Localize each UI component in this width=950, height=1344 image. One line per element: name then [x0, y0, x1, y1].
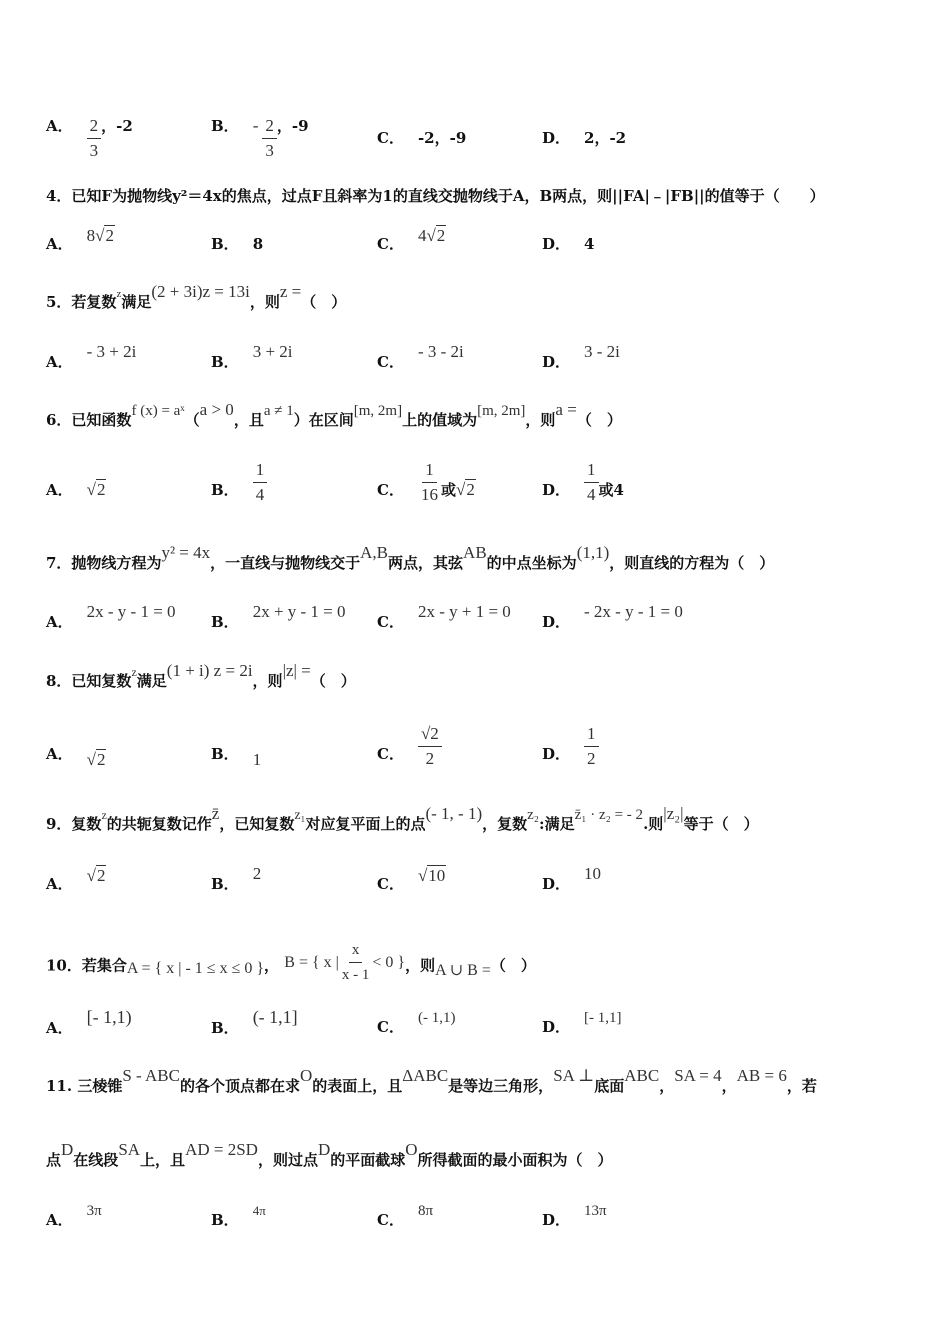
q7-option-b[interactable] [211, 602, 346, 632]
q6-option-d[interactable] [542, 460, 624, 505]
option-math: 3 + 2i [252, 342, 293, 361]
q6-stem: 6．已知函数f (x) = aˣ（a > 0，且a ≠ 1）在区间[m, 2m]上的值域为[m, 2m]，则a =（ ） [46, 400, 622, 429]
option-label: B． [211, 745, 239, 763]
q8-option-b[interactable] [211, 744, 262, 769]
option-math: 3 - 2i [584, 342, 620, 361]
q8-option-c[interactable] [377, 724, 442, 769]
option-label: D． [542, 481, 571, 499]
q11-option-c[interactable] [377, 1203, 434, 1231]
q8-option-d[interactable] [542, 724, 599, 769]
option-label: D． [542, 613, 571, 631]
option-label: C． [377, 235, 404, 253]
radical-expr: 4√2 [417, 226, 446, 245]
option-math: - 3 + 2i [86, 342, 137, 361]
q4-stem: 4．已知F为抛物线y²＝4x的焦点，过点F且斜率为1的直线交抛物线于A，B两点，则||FA|﹣|FB||的值等于（ ） [46, 187, 825, 205]
q3-option-a[interactable] [46, 116, 133, 161]
option-label: A． [46, 235, 73, 253]
q9-option-a[interactable] [46, 866, 106, 894]
q7-option-c[interactable] [377, 602, 511, 632]
option-label: B． [211, 353, 239, 371]
q8-options [0, 714, 950, 794]
option-label: B． [211, 1019, 239, 1037]
fraction: $\frac{√2}{2}$ [418, 724, 442, 769]
q11-option-d[interactable] [542, 1203, 607, 1231]
option-label: D． [542, 1211, 571, 1229]
q3-option-c[interactable] [377, 128, 466, 148]
fraction: $\frac{1}{2}$ [584, 724, 599, 769]
option-tail: ，-2 [101, 117, 133, 135]
fraction: $\frac{1}{16}$ [420, 460, 438, 504]
option-text: 4 [584, 235, 595, 253]
q9-option-d[interactable] [542, 864, 602, 894]
q10-option-d[interactable] [542, 1010, 622, 1038]
option-label: A． [46, 875, 73, 893]
option-label: D． [542, 1018, 571, 1036]
q3-option-d[interactable] [542, 128, 626, 148]
option-text: 8 [252, 235, 264, 253]
option-math: (- 1,1) [417, 1010, 456, 1026]
option-label: A． [46, 117, 73, 135]
option-label: B． [211, 235, 239, 253]
radical-expr: √2 [86, 750, 106, 769]
option-math: (- 1,1] [252, 1007, 298, 1027]
q9-option-c[interactable] [377, 866, 446, 894]
option-math: 4π [252, 1203, 266, 1218]
q8-stem: 8．已知复数$^z$满足(1 + i) z = 2i，则|z| =（ ） [46, 661, 356, 690]
option-label: A． [46, 481, 73, 499]
option-math: 10 [584, 864, 602, 883]
q5-option-d[interactable] [542, 342, 620, 372]
option-math: 2x - y - 1 = 0 [86, 602, 176, 621]
q3-option-b[interactable] [211, 116, 309, 161]
option-math: - 3 - 2i [417, 342, 464, 361]
option-math: 2 [252, 864, 262, 883]
q6-option-c[interactable] [377, 460, 476, 505]
option-label: C． [377, 129, 404, 147]
q10-option-b[interactable] [211, 1007, 298, 1038]
q5-option-a[interactable] [46, 342, 137, 372]
q7-stem: 7．抛物线方程为y² = 4x，一直线与抛物线交于A,B两点，其弦AB的中点坐标为(1,1)，则直线的方程为（ ） [46, 543, 775, 572]
q6-option-a[interactable] [46, 480, 106, 500]
q6-option-b[interactable] [211, 460, 267, 505]
q10-stem: 10．若集合A = { x | - 1 ≤ x ≤ 0 }， B = { x | $\frac{x}{x - 1}$ < 0 }，则A ∪ B =（ ） [46, 942, 536, 983]
radical-expr: √2 [455, 480, 475, 499]
q10-option-c[interactable] [377, 1010, 456, 1038]
q11-option-a[interactable] [46, 1203, 102, 1231]
option-math: 2x + y - 1 = 0 [252, 602, 346, 621]
option-label: A． [46, 745, 73, 763]
option-math: - 2x - y - 1 = 0 [584, 602, 683, 621]
option-math: 2x - y + 1 = 0 [417, 602, 511, 621]
q11-stem-line1: 11. 三棱锥S - ABC的各个顶点都在求O的表面上，且ΔABC是等边三角形，SA ⊥底面ABC，SA = 4，AB = 6，若 [46, 1066, 817, 1095]
q10-option-a[interactable] [46, 1007, 132, 1038]
q5-option-b[interactable] [211, 342, 293, 372]
q4-option-d[interactable] [542, 234, 594, 254]
option-label: B． [211, 481, 239, 499]
option-label: D． [542, 745, 571, 763]
option-label: D． [542, 353, 571, 371]
option-label: A． [46, 1019, 73, 1037]
option-label: D． [542, 129, 571, 147]
option-text: 2，-2 [584, 129, 627, 147]
option-math: 13π [584, 1203, 607, 1219]
option-text: -2，-9 [417, 129, 467, 147]
q9-stem: 9．复数$^z$的共轭复数记作z̄，已知复数z₁对应复平面上的点(- 1, - 1)，复数z₂:满足z̄₁ · z₂ = - 2.则|z₂|等于（ ） [46, 804, 759, 833]
q7-options [0, 600, 950, 680]
q5-stem: 5．若复数$^z$满足(2 + 3i)z = 13i，则z =（ ） [46, 282, 347, 311]
or-text: 或4 [598, 481, 624, 499]
option-label: C． [377, 353, 404, 371]
option-tail: ，-9 [276, 117, 309, 135]
option-label: A． [46, 353, 73, 371]
q11-stem-line2: 点D在线段SA上，且AD = 2SD，则过点D的平面截球O所得截面的最小面积为（ ） [46, 1140, 613, 1169]
option-label: D． [542, 235, 571, 253]
option-label: C． [377, 875, 404, 893]
option-math: [- 1,1) [86, 1007, 132, 1027]
option-math: [- 1,1] [584, 1010, 622, 1026]
option-math: 3π [86, 1203, 102, 1219]
q5-option-c[interactable] [377, 342, 464, 372]
radical-expr: √2 [86, 866, 106, 885]
option-label: A． [46, 1211, 73, 1229]
option-label: C． [377, 1018, 404, 1036]
option-label: B． [211, 613, 239, 631]
option-label: C． [377, 745, 404, 763]
radical-expr: √2 [86, 480, 106, 499]
option-math: 8π [417, 1203, 434, 1219]
fraction: $\frac{2}{3}$ [87, 116, 102, 161]
or-text: 或 [440, 481, 456, 499]
option-label: C． [377, 481, 404, 499]
option-label: A． [46, 613, 73, 631]
q4-option-a[interactable] [46, 226, 115, 254]
fraction: $\frac{1}{4}$ [584, 460, 599, 505]
q9-option-b[interactable] [211, 864, 262, 894]
q7-option-a[interactable] [46, 602, 176, 632]
q4-option-b[interactable] [211, 234, 263, 254]
q6-options [0, 450, 950, 530]
fraction: $\frac{x}{x - 1}$ [341, 942, 370, 983]
q4-option-c[interactable] [377, 226, 446, 254]
q11-options [0, 1198, 950, 1278]
radical-expr: √10 [417, 866, 446, 885]
q3-options [0, 100, 950, 180]
q4-options [0, 222, 950, 302]
option-label: B． [211, 1211, 239, 1229]
fraction: $\frac{2}{3}$ [262, 116, 277, 161]
radical-expr: 8√2 [86, 226, 114, 245]
q7-option-d[interactable] [542, 602, 683, 632]
option-label: C． [377, 613, 404, 631]
option-math: 1 [252, 750, 262, 769]
q9-options [0, 862, 950, 942]
fraction: $\frac{1}{4}$ [253, 460, 268, 505]
option-label: B． [211, 875, 239, 893]
q11-option-b[interactable] [211, 1203, 266, 1231]
minus-sign: - [252, 116, 259, 135]
option-label: C． [377, 1211, 404, 1229]
option-label: B． [211, 117, 239, 135]
q8-option-a[interactable] [46, 744, 106, 769]
option-label: D． [542, 875, 571, 893]
